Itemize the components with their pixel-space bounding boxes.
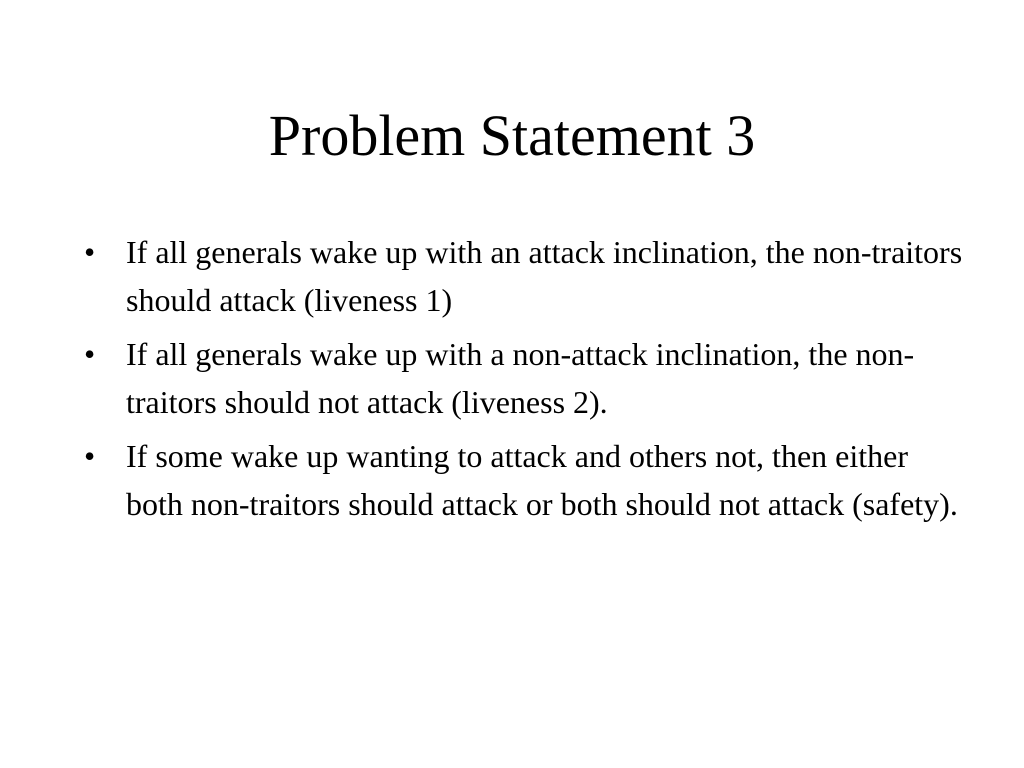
bullet-item-liveness-1 <box>84 228 964 324</box>
bullet-text: If some wake up wanting to attack and others not, then either both non-traitors should attack or both should not attack (safety). <box>126 438 958 522</box>
bullet-text: If all generals wake up with an attack inclination, the non-traitors should attack (liveness 1) <box>126 234 963 318</box>
bullet-icon: • <box>84 438 96 474</box>
slide-title: Problem Statement 3 <box>268 103 756 168</box>
bullet-text: If all generals wake up with a non-attack inclination, the non-traitors should not attack (liveness 2). <box>126 336 915 420</box>
bullet-icon: • <box>84 234 96 270</box>
bullet-list <box>84 228 964 534</box>
bullet-item-safety <box>84 432 964 528</box>
bullet-icon: • <box>84 336 96 372</box>
bullet-item-liveness-2 <box>84 330 964 426</box>
